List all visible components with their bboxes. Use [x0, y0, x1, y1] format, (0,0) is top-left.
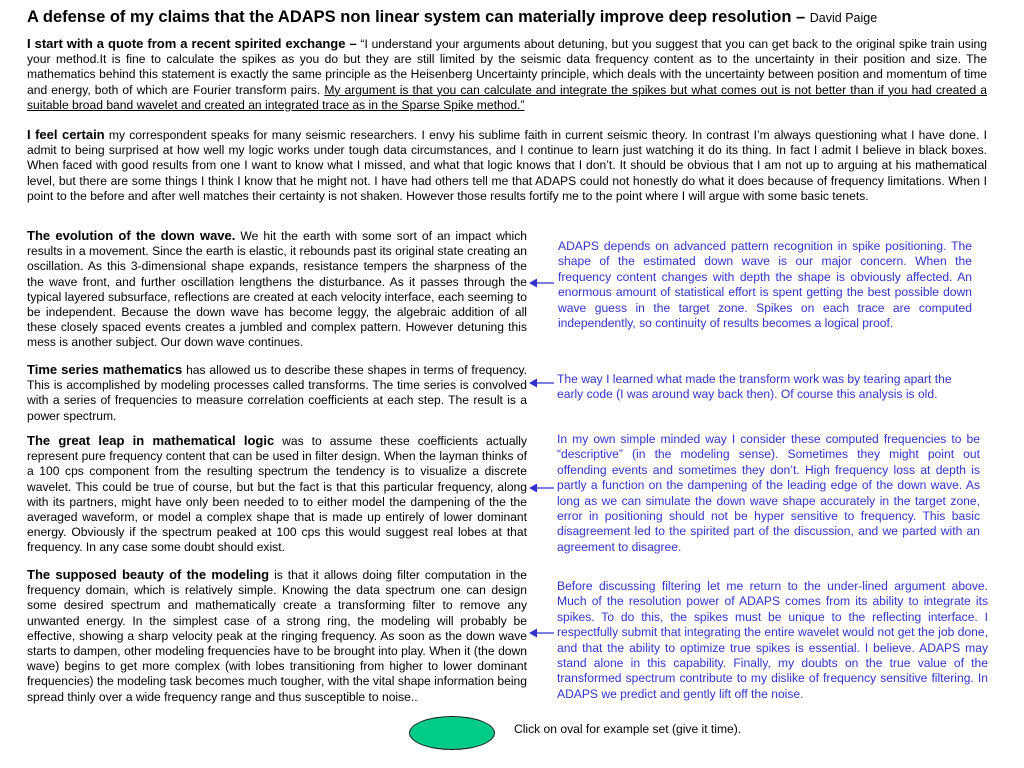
section-heading: The evolution of the down wave. [27, 228, 236, 243]
section-modeling-beauty [27, 567, 527, 705]
section-body: is that it allows doing filter computation in the frequency domain, which is relatively simple. Knowing the data spectrum one can design some desired spectrum and mathematically create a transforming filter to remove any unwanted energy. In the simplest case of a strong ring, the modeling will probably be effective, showing a sharp velocity peak at the ringing frequency. As soon as the down wave starts to dampen, other modeling frequencies have to be brought into play. When it (the down wave) begins to get more complex (with lobes transitioning from higher to lower dominant frequencies) the modeling task becomes much tougher, with the vital shape information being spread thinly over a wide frequency range and thus susceptible to noise.. [27, 568, 527, 704]
arrow-left-icon [529, 276, 555, 290]
note-descriptive-frequencies: In my own simple minded way I consider these computed frequencies to be “descriptive” (in the modeling sense). Sometimes they might point out offending events and sometimes they don’t. High frequency loss at depth is partly a function on the dampening of the leading edge of the down wave. As long as we can simulate the down wave shape accurately in the target zone, error in positioning should not be hyper sensitive to frequency. This basic disagreement led to the spirited part of the discussion, and we parted with an agreement to disagree. [557, 432, 980, 554]
intro-quote: “I understand your arguments about detuning, but you suggest that you can get back to the original spike train using your method.It is fine to calculate the spikes as you do but they are still limited by the seismic data frequency content as to the uncertainty in their position and size. The mathematics behind this statement is exactly the same principle as the Heisenberg Uncertainty principle, which deals with the uncertainty between position and momentum of time and energy, both of which are Fourier transform pairs. [27, 37, 987, 97]
intro-paragraph [27, 36, 987, 113]
arrow-left-icon [529, 481, 555, 495]
section-heading: Time series mathematics [27, 362, 183, 377]
note-transform-learning: The way I learned what made the transform work was by tearing apart the early code (I was around way back then). Of course this analysis is old. [557, 372, 952, 402]
section-body: was to assume these coefficients actually represent pure frequency content that can be used in filter design. When the layman thinks of a 100 cps component from the resulting spectrum the tendency is to visualize a discrete wavelet. This could be true of course, but but the fact is that this particular frequency, along with its partners, might have only been needed to to either model the dampening of the the averaged waveform, or model a complex shape that is made up entirely of lower dominant energy. Obviously if the spectrum peaked at 100 cps this would suggest real lobes at that frequency. In any case some doubt should exist. [27, 434, 528, 555]
section-great-leap [27, 433, 527, 556]
feel-certain-paragraph [27, 127, 987, 204]
arrow-left-icon [529, 376, 555, 390]
intro-underlined-argument: My argument is that you can calculate and integrate the spikes but what comes out is not better than if you had created a suitable broad band wavelet and created an integrated trace as in the Sparse Spike method.” [27, 82, 987, 112]
example-set-oval-button[interactable] [409, 716, 495, 750]
page-title [27, 7, 1007, 28]
section-down-wave [27, 228, 527, 351]
section-heading: The supposed beauty of the modeling [27, 567, 270, 582]
section-heading: The great leap in mathematical logic [27, 433, 275, 448]
note-integrating-spikes: Before discussing filtering let me return to the under-lined argument above. Much of the resolution power of ADAPS comes from its ability to integrate its spikes. To do this, the spikes must be unique to the reflecting interface. I respectfully submit that integrating the entire wavelet would not get the job done, and that the ability to optimize true spikes is essential. I believe. ADAPS may stand alone in this capability. Finally, my doubts on the true value of the transformed spectrum contribute to my dislike of frequency sensitive filtering. In ADAPS we predict and gently lift off the noise. [557, 579, 988, 701]
section-body: has allowed us to describe these shapes in terms of frequency. This is accomplished by modeling processes called transforms. The time series is convolved with a series of frequencies to measure correlation coefficients at each step. The result is a power spectrum. [27, 363, 527, 423]
title-author: David Paige [809, 11, 878, 25]
oval-caption: Click on oval for example set (give it time). [514, 722, 742, 736]
feel-body: my correspondent speaks for many seismic researchers. I envy his sublime faith in current seismic theory. In contrast I’m always questioning what I have done. I admit to being surprised at how well my logic works under tough data circumstances, and I continue to learn just watching it do its thing. In fact I admit I believe in black boxes. When faced with good results from one I want to know what I missed, and what that logic knows that I don’t. It should be obvious that I am not up to arguing at his mathematical level, but there are some things I think I know that he might not. I have had others tell me that ADAPS could not honestly do what it does because of frequency limitations. When I point to the before and after well matches their certainty is not shaken. However those results fortify me to the point where I will argue with some basic tenets. [27, 128, 987, 203]
arrow-left-icon [529, 626, 555, 640]
note-pattern-recognition: ADAPS depends on advanced pattern recognition in spike positioning. The shape of the estimated down wave is our major concern. When the frequency content changes with depth the shape is obviously affected. An enormous amount of statistical effort is spent getting the best possible down wave guess in the target zone. Spikes on each trace are computed independently, so continuity of results becomes a logical proof. [558, 239, 972, 331]
intro-lead: I start with a quote from a recent spirited exchange – [27, 36, 357, 51]
feel-lead: I feel certain [27, 127, 105, 142]
section-body: We hit the earth with some sort of an impact which results in a movement. Since the earth is elastic, it rebounds past its original state creating an oscillation. As this 3-dimensional shape expands, resistance tempers the sharpness of the the wave front, and further oscillation lengthens the disturbance. As it passes through the typical layered subsurface, reflections are created at each velocity interface, each seeming to be independent. Because the down wave has become leggy, the algebraic addition of all these closely spaced events creates a jumbled and complex pattern. However detuning this mess is another subject. Our down wave continues. [27, 229, 527, 350]
section-time-series [27, 362, 527, 424]
title-main: A defense of my claims that the ADAPS non linear system can materially improve deep resolution – [27, 8, 806, 26]
